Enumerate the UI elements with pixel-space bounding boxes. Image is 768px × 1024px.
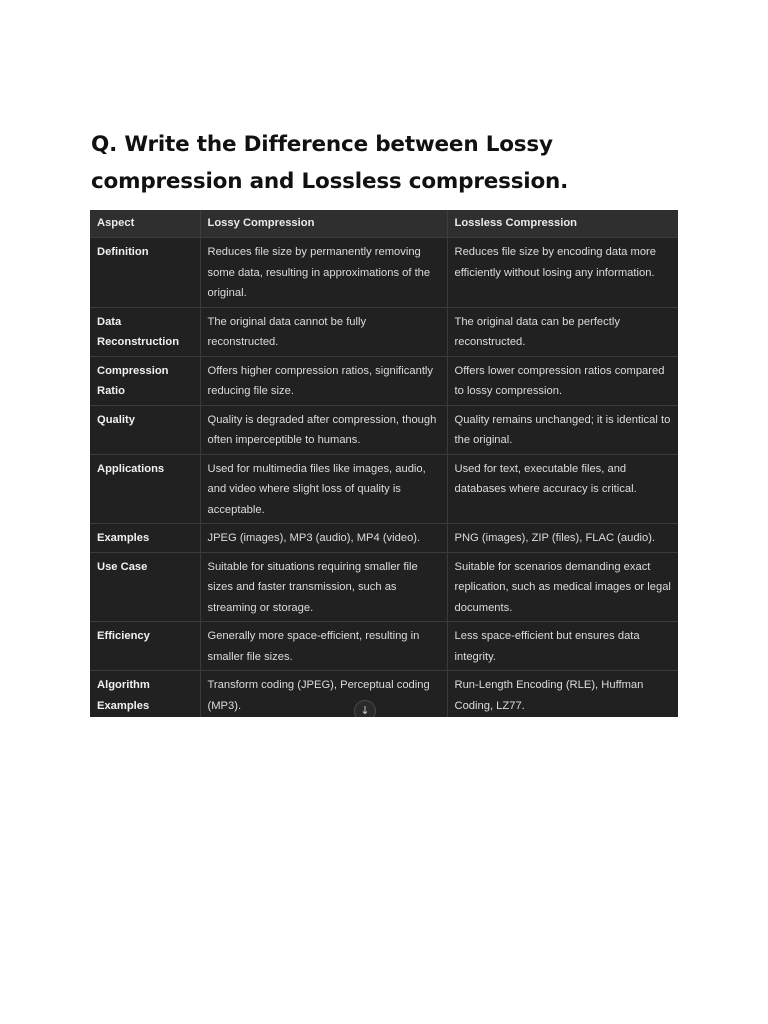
row-aspect-cell: Efficiency bbox=[90, 622, 200, 671]
row-aspect-cell: Use Case bbox=[90, 552, 200, 622]
header-lossy: Lossy Compression bbox=[200, 210, 447, 238]
comparison-table bbox=[90, 210, 678, 717]
header-lossless: Lossless Compression bbox=[447, 210, 678, 238]
table-header-row bbox=[90, 210, 678, 238]
row-lossless-cell: Suitable for scenarios demanding exact replication, such as medical images or legal documents. bbox=[447, 552, 678, 622]
row-aspect-cell: Examples bbox=[90, 524, 200, 553]
row-lossy-cell: Quality is degraded after compression, though often imperceptible to humans. bbox=[200, 405, 447, 454]
scroll-down-button[interactable] bbox=[354, 700, 376, 717]
row-lossy-cell: Generally more space-efficient, resulting in smaller file sizes. bbox=[200, 622, 447, 671]
page-title: Q. Write the Difference between Lossy compression and Lossless compression. bbox=[91, 132, 569, 194]
table-row bbox=[90, 307, 678, 356]
row-lossless-cell: Reduces file size by encoding data more efficiently without losing any information. bbox=[447, 238, 678, 308]
row-lossless-cell: Offers lower compression ratios compared to lossy compression. bbox=[447, 356, 678, 405]
row-aspect-cell: Algorithm Examples bbox=[90, 671, 200, 718]
table-row bbox=[90, 356, 678, 405]
row-aspect-cell: Quality bbox=[90, 405, 200, 454]
row-lossy-cell: Offers higher compression ratios, significantly reducing file size. bbox=[200, 356, 447, 405]
row-lossy-cell: The original data cannot be fully reconstructed. bbox=[200, 307, 447, 356]
table-row bbox=[90, 524, 678, 553]
row-lossless-cell: The original data can be perfectly reconstructed. bbox=[447, 307, 678, 356]
row-lossy-cell: Transform coding (JPEG), Perceptual coding (MP3). bbox=[200, 671, 447, 718]
row-aspect-cell: Compression Ratio bbox=[90, 356, 200, 405]
row-aspect-cell: Definition bbox=[90, 238, 200, 308]
comparison-table-container bbox=[90, 210, 678, 717]
row-lossless-cell: Less space-efficient but ensures data integrity. bbox=[447, 622, 678, 671]
row-lossy-cell: Suitable for situations requiring smaller file sizes and faster transmission, such as streaming or storage. bbox=[200, 552, 447, 622]
row-lossless-cell: PNG (images), ZIP (files), FLAC (audio). bbox=[447, 524, 678, 553]
table-row bbox=[90, 454, 678, 524]
row-aspect-cell: Data Reconstruction bbox=[90, 307, 200, 356]
table-row bbox=[90, 671, 678, 718]
row-aspect-cell: Applications bbox=[90, 454, 200, 524]
header-aspect: Aspect bbox=[90, 210, 200, 238]
table-row bbox=[90, 238, 678, 308]
row-lossy-cell: Used for multimedia files like images, audio, and video where slight loss of quality is acceptable. bbox=[200, 454, 447, 524]
table-row bbox=[90, 622, 678, 671]
table-row bbox=[90, 552, 678, 622]
row-lossless-cell: Run-Length Encoding (RLE), Huffman Coding, LZ77. bbox=[447, 671, 678, 718]
arrow-down-icon: ↓ bbox=[360, 704, 370, 717]
row-lossy-cell: JPEG (images), MP3 (audio), MP4 (video). bbox=[200, 524, 447, 553]
row-lossless-cell: Quality remains unchanged; it is identical to the original. bbox=[447, 405, 678, 454]
table-row bbox=[90, 405, 678, 454]
row-lossy-cell: Reduces file size by permanently removing some data, resulting in approximations of the original. bbox=[200, 238, 447, 308]
row-lossless-cell: Used for text, executable files, and databases where accuracy is critical. bbox=[447, 454, 678, 524]
